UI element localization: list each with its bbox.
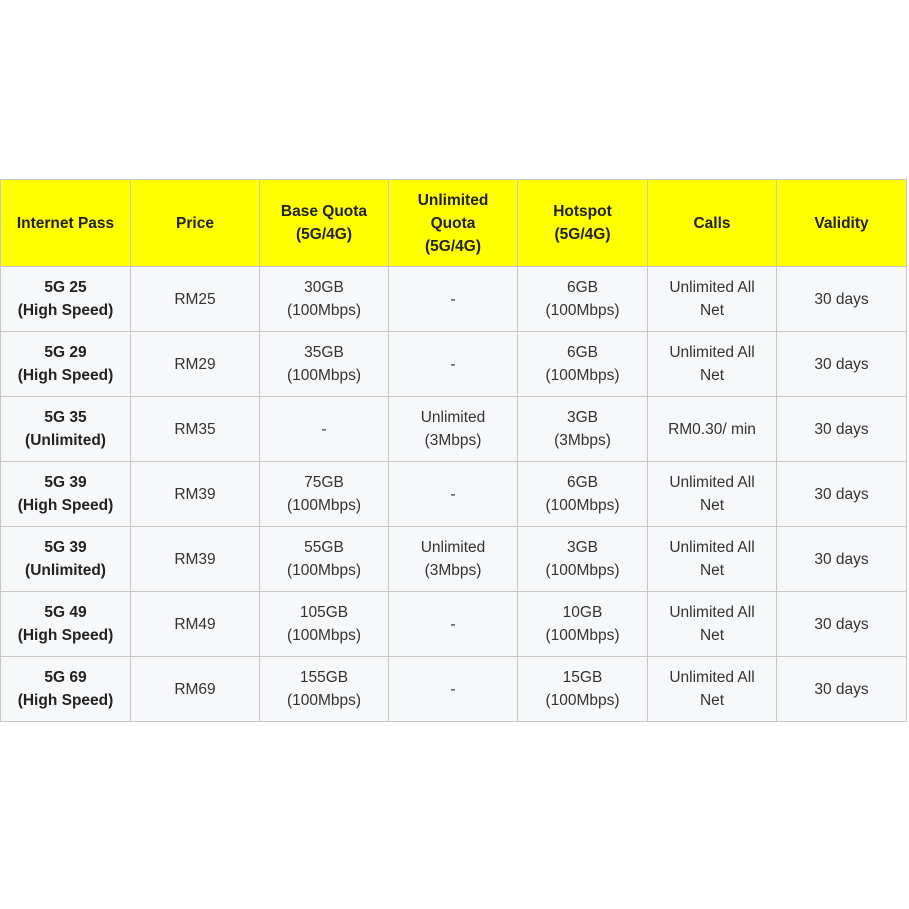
cell-calls-line: Net [699,302,725,319]
cell-base-quota-line: 75GB [304,474,344,491]
cell-internet-pass-line: 5G 39 [44,474,87,491]
cell-internet-pass [1,527,131,592]
cell-base-quota-line: 155GB [299,669,349,686]
cell-base-quota-line: 30GB [304,279,344,296]
cell-hotspot-line: (100Mbps) [545,627,620,644]
cell-hotspot-line: 6GB [566,279,598,296]
header-calls: Calls [648,180,777,267]
cell-validity: 30 days [777,527,907,592]
cell-hotspot-line: (3Mbps) [554,432,611,449]
cell-hotspot [518,332,648,397]
cell-hotspot-line: (100Mbps) [545,562,620,579]
cell-unlimited-quota-line: Unlimited [420,409,486,426]
cell-calls-line: Net [699,562,725,579]
cell-hotspot-line: (100Mbps) [545,692,620,709]
cell-price: RM39 [131,462,260,527]
cell-hotspot [518,527,648,592]
cell-base-quota-line: 55GB [304,539,344,556]
cell-internet-pass [1,657,131,722]
header-price: Price [131,180,260,267]
cell-price: RM35 [131,397,260,462]
cell-calls-line: Unlimited All [669,604,755,621]
cell-unlimited-quota-line: - [450,485,456,503]
cell-calls-line: Unlimited All [669,279,755,296]
cell-calls-line: Unlimited All [669,539,755,556]
cell-internet-pass-line: (Unlimited) [25,562,106,579]
cell-calls-line: Unlimited All [669,669,755,686]
cell-hotspot-line: (100Mbps) [545,497,620,514]
header-base-quota: Base Quota (5G/4G) [260,180,389,267]
cell-calls-line: Unlimited All [669,474,755,491]
cell-calls-line: RM0.30/ min [668,420,756,438]
cell-internet-pass-line: 5G 69 [44,669,87,686]
cell-calls [648,397,777,462]
cell-validity: 30 days [777,657,907,722]
cell-unlimited-quota [389,527,518,592]
cell-unlimited-quota-line: - [450,615,456,633]
cell-price: RM49 [131,592,260,657]
cell-validity: 30 days [777,267,907,332]
header-unlimited-quota: Unlimited Quota (5G/4G) [389,180,518,267]
table-row [1,657,907,722]
cell-calls [648,592,777,657]
table-body [1,267,907,722]
cell-hotspot [518,267,648,332]
internet-pass-table [0,179,907,722]
cell-hotspot-line: 3GB [566,409,598,426]
table-row [1,462,907,527]
cell-internet-pass-line: (High Speed) [17,497,114,514]
cell-unlimited-quota [389,592,518,657]
cell-base-quota-line: (100Mbps) [286,497,362,514]
table-row [1,332,907,397]
table-row [1,397,907,462]
cell-internet-pass-line: 5G 49 [44,604,87,621]
cell-validity: 30 days [777,397,907,462]
cell-hotspot-line: 10GB [562,604,603,621]
cell-base-quota-line: 35GB [304,344,344,361]
cell-internet-pass-line: (High Speed) [17,627,114,644]
cell-hotspot [518,462,648,527]
cell-base-quota [260,462,389,527]
header-hotspot: Hotspot (5G/4G) [518,180,648,267]
table-row [1,592,907,657]
cell-calls [648,462,777,527]
cell-calls [648,267,777,332]
cell-price: RM69 [131,657,260,722]
cell-internet-pass [1,462,131,527]
cell-internet-pass-line: 5G 39 [44,539,87,556]
cell-hotspot-line: (100Mbps) [545,302,620,319]
cell-base-quota-line: (100Mbps) [286,367,362,384]
cell-calls-line: Net [699,497,725,514]
cell-internet-pass-line: (High Speed) [17,692,114,709]
cell-base-quota [260,397,389,462]
cell-unlimited-quota-line: (3Mbps) [424,562,482,579]
cell-price: RM25 [131,267,260,332]
cell-unlimited-quota-line: - [450,680,456,698]
cell-price: RM29 [131,332,260,397]
cell-calls [648,527,777,592]
cell-unlimited-quota-line: - [450,355,456,373]
cell-internet-pass-line: (Unlimited) [25,432,106,449]
header-row [1,180,907,267]
cell-base-quota-line: - [321,420,327,438]
cell-hotspot [518,657,648,722]
cell-hotspot [518,592,648,657]
cell-hotspot-line: 3GB [566,539,598,556]
header-internet-pass: Internet Pass [1,180,131,267]
table-row [1,267,907,332]
cell-base-quota [260,657,389,722]
cell-price: RM39 [131,527,260,592]
cell-internet-pass-line: 5G 35 [44,409,87,426]
cell-internet-pass [1,397,131,462]
cell-hotspot-line: 15GB [562,669,603,686]
cell-internet-pass [1,332,131,397]
cell-calls-line: Net [699,367,725,384]
cell-internet-pass-line: 5G 29 [44,344,87,361]
cell-internet-pass-line: (High Speed) [17,367,114,384]
cell-base-quota [260,592,389,657]
cell-base-quota [260,267,389,332]
cell-internet-pass [1,267,131,332]
cell-base-quota-line: 105GB [299,604,349,621]
cell-unlimited-quota-line: (3Mbps) [424,432,482,449]
cell-base-quota-line: (100Mbps) [286,302,362,319]
table-row [1,527,907,592]
cell-calls-line: Net [699,692,725,709]
cell-unlimited-quota [389,332,518,397]
cell-internet-pass-line: 5G 25 [44,279,87,296]
cell-calls [648,332,777,397]
cell-unlimited-quota [389,657,518,722]
cell-calls-line: Net [699,627,725,644]
cell-hotspot-line: (100Mbps) [545,367,620,384]
cell-base-quota [260,527,389,592]
cell-unlimited-quota [389,397,518,462]
cell-validity: 30 days [777,592,907,657]
cell-hotspot-line: 6GB [566,474,598,491]
cell-base-quota-line: (100Mbps) [286,692,362,709]
cell-internet-pass [1,592,131,657]
cell-hotspot [518,397,648,462]
cell-calls [648,657,777,722]
cell-hotspot-line: 6GB [566,344,598,361]
cell-base-quota-line: (100Mbps) [286,627,362,644]
header-validity: Validity [777,180,907,267]
cell-calls-line: Unlimited All [669,344,755,361]
cell-base-quota-line: (100Mbps) [286,562,362,579]
cell-unlimited-quota-line: - [450,290,456,308]
cell-validity: 30 days [777,462,907,527]
cell-base-quota [260,332,389,397]
table-header [1,180,907,267]
cell-unlimited-quota-line: Unlimited [420,539,486,556]
cell-unlimited-quota [389,267,518,332]
cell-internet-pass-line: (High Speed) [17,302,114,319]
cell-validity: 30 days [777,332,907,397]
cell-unlimited-quota [389,462,518,527]
